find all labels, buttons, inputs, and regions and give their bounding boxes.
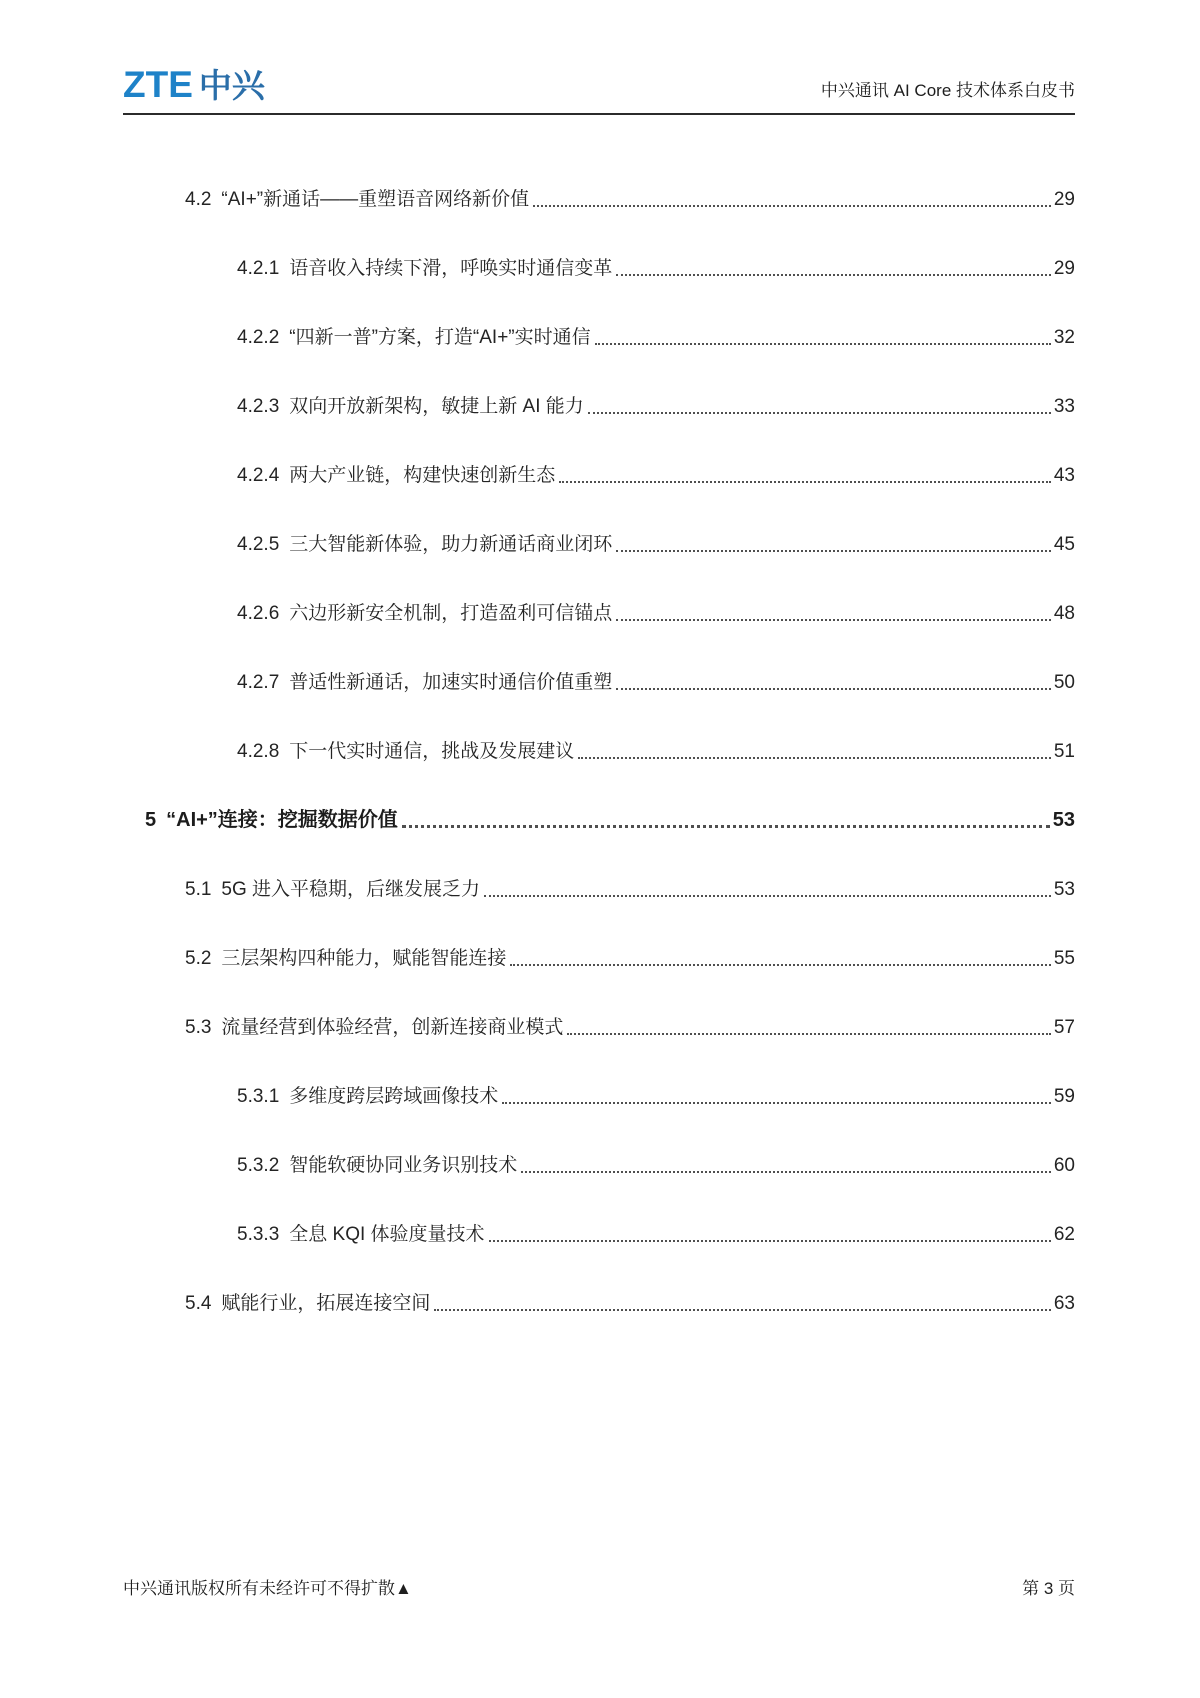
toc-entry-number: 4.2.3 [237, 396, 280, 417]
toc-entry[interactable] [123, 669, 1075, 696]
toc-entry-page: 48 [1053, 603, 1075, 624]
toc-entry-title: 5G 进入平稳期，后继发展乏力 [221, 879, 481, 900]
toc-entry[interactable] [123, 186, 1075, 213]
toc-entry-title: 下一代实时通信，挑战及发展建议 [289, 741, 575, 762]
toc-entry-page: 51 [1053, 741, 1075, 762]
toc-entry-number: 5.1 [185, 879, 212, 900]
toc-leader-dots [595, 343, 1051, 345]
toc-entry-number: 5.3.3 [237, 1224, 280, 1245]
toc-entry[interactable] [123, 1083, 1075, 1110]
footer-copyright: 中兴通讯版权所有未经许可不得扩散▲ [123, 1579, 412, 1598]
toc-leader-dots [484, 895, 1051, 897]
toc-entry-title: 普适性新通话，加速实时通信价值重塑 [289, 672, 613, 693]
toc-entry-page: 60 [1053, 1155, 1075, 1176]
toc-entry-page: 45 [1053, 534, 1075, 555]
footer-page-number: 第 3 页 [1022, 1579, 1075, 1598]
toc-leader-dots [402, 825, 1050, 828]
toc-entry-title: 语音收入持续下滑，呼唤实时通信变革 [289, 258, 613, 279]
toc-entry-title: “AI+”新通话——重塑语音网络新价值 [221, 189, 530, 210]
toc-entry-title: 双向开放新架构，敏捷上新 AI 能力 [289, 396, 584, 417]
toc-leader-dots [616, 550, 1051, 552]
toc-entry[interactable] [123, 945, 1075, 972]
document-title: 中兴通讯 AI Core 技术体系白皮书 [820, 80, 1075, 100]
toc-entry-title: “四新一普”方案，打造“AI+”实时通信 [289, 327, 591, 348]
zte-logo [123, 66, 265, 103]
toc-entry-page: 50 [1053, 672, 1075, 693]
zte-logo-latin: ZTE [123, 64, 193, 105]
toc-entry[interactable] [123, 876, 1075, 903]
toc-leader-dots [434, 1309, 1050, 1311]
toc-entry-number: 4.2.1 [237, 258, 280, 279]
page-header [123, 66, 1075, 115]
toc-entry-page: 43 [1053, 465, 1075, 486]
toc-entry[interactable] [123, 393, 1075, 420]
toc-leader-dots [521, 1171, 1051, 1173]
toc-entry-number: 5.3 [185, 1017, 212, 1038]
toc-entry-number: 4.2.6 [237, 603, 280, 624]
table-of-contents [123, 186, 1075, 1359]
toc-entry[interactable] [123, 600, 1075, 627]
toc-entry[interactable] [123, 324, 1075, 351]
toc-entry-title: “AI+”连接：挖掘数据价值 [166, 809, 398, 831]
toc-entry-number: 4.2 [185, 189, 212, 210]
toc-entry[interactable] [123, 531, 1075, 558]
toc-entry-title: 流量经营到体验经营，创新连接商业模式 [221, 1017, 564, 1038]
toc-entry-title: 赋能行业，拓展连接空间 [221, 1293, 431, 1314]
toc-entry-number: 4.2.4 [237, 465, 280, 486]
toc-entry[interactable] [123, 1221, 1075, 1248]
zte-logo-chinese: 中兴 [198, 67, 265, 104]
toc-leader-dots [616, 274, 1051, 276]
toc-leader-dots [489, 1240, 1051, 1242]
toc-entry-title: 多维度跨层跨域画像技术 [289, 1086, 499, 1107]
toc-leader-dots [559, 481, 1051, 483]
toc-leader-dots [578, 757, 1051, 759]
toc-leader-dots [567, 1033, 1050, 1035]
toc-entry-number: 5.4 [185, 1293, 212, 1314]
toc-entry-number: 4.2.5 [237, 534, 280, 555]
toc-entry-number: 5 [145, 809, 157, 831]
toc-entry[interactable] [123, 1290, 1075, 1317]
toc-entry[interactable] [123, 1152, 1075, 1179]
toc-entry-number: 4.2.8 [237, 741, 280, 762]
toc-entry-title: 全息 KQI 体验度量技术 [289, 1224, 485, 1245]
toc-entry-page: 62 [1053, 1224, 1075, 1245]
toc-entry[interactable] [123, 462, 1075, 489]
toc-entry-title: 两大产业链，构建快速创新生态 [289, 465, 556, 486]
toc-entry-number: 5.3.1 [237, 1086, 280, 1107]
toc-entry-number: 5.2 [185, 948, 212, 969]
toc-entry[interactable] [123, 738, 1075, 765]
toc-entry-number: 5.3.2 [237, 1155, 280, 1176]
toc-leader-dots [510, 964, 1050, 966]
toc-entry-page: 59 [1053, 1086, 1075, 1107]
toc-leader-dots [616, 619, 1051, 621]
toc-entry-page: 63 [1053, 1293, 1075, 1314]
toc-entry-page: 32 [1053, 327, 1075, 348]
toc-entry[interactable] [123, 255, 1075, 282]
toc-entry[interactable] [123, 1014, 1075, 1041]
toc-entry-title: 三大智能新体验，助力新通话商业闭环 [289, 534, 613, 555]
toc-leader-dots [616, 688, 1051, 690]
toc-entry[interactable] [123, 807, 1075, 834]
page-footer [123, 1574, 1075, 1599]
toc-entry-title: 三层架构四种能力，赋能智能连接 [221, 948, 507, 969]
toc-entry-title: 六边形新安全机制，打造盈利可信锚点 [289, 603, 613, 624]
toc-entry-number: 4.2.7 [237, 672, 280, 693]
toc-entry-number: 4.2.2 [237, 327, 280, 348]
toc-entry-title: 智能软硬协同业务识别技术 [289, 1155, 518, 1176]
toc-entry-page: 29 [1053, 258, 1075, 279]
toc-entry-page: 53 [1052, 809, 1075, 831]
toc-leader-dots [588, 412, 1051, 414]
toc-leader-dots [502, 1102, 1051, 1104]
toc-entry-page: 55 [1053, 948, 1075, 969]
toc-leader-dots [533, 205, 1051, 207]
toc-entry-page: 33 [1053, 396, 1075, 417]
toc-entry-page: 29 [1053, 189, 1075, 210]
toc-entry-page: 57 [1053, 1017, 1075, 1038]
toc-entry-page: 53 [1053, 879, 1075, 900]
